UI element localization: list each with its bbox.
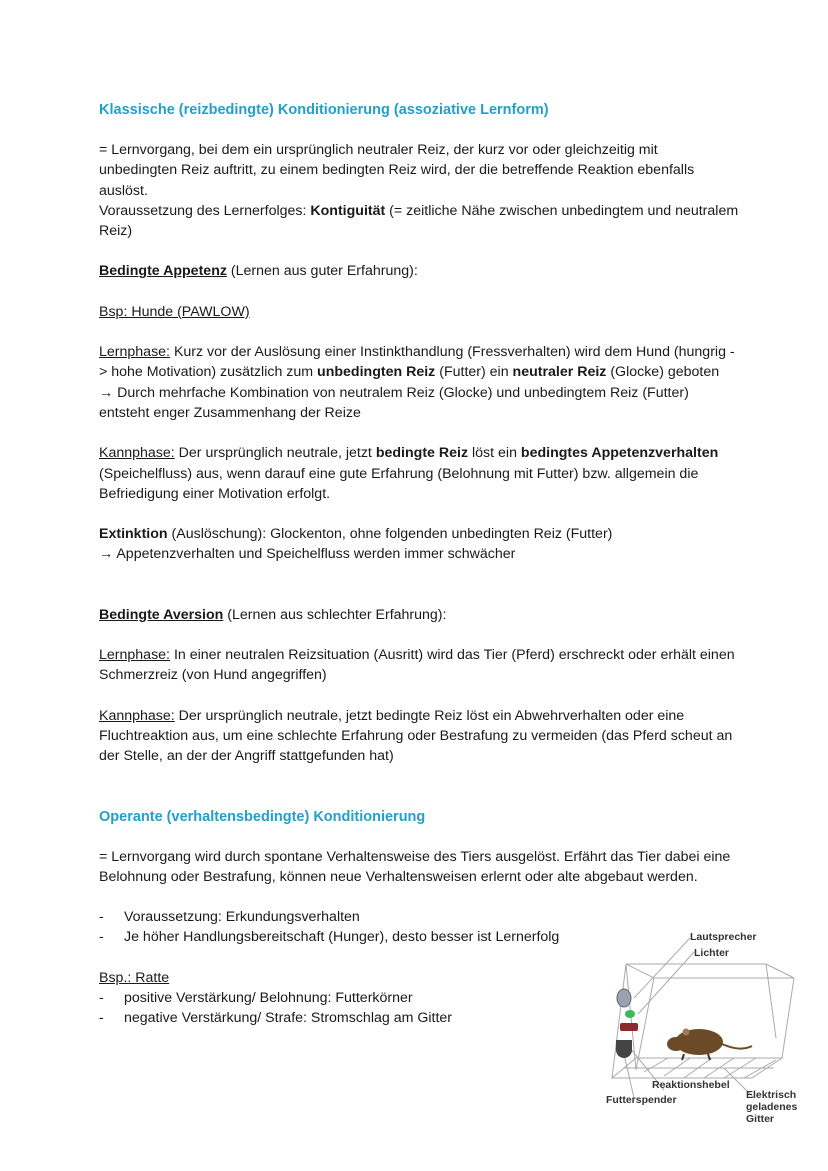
list-item: - positive Verstärkung/ Belohnung: Futterkörner [99,988,739,1008]
list-item: - negative Verstärkung/ Strafe: Stromschlag am Gitter [99,1008,739,1028]
label-gitter: Elektrisch geladenes Gitter [746,1089,798,1125]
heading-appetenz: Bedingte Appetenz (Lernen aus guter Erfahrung): [99,263,418,280]
extinction-arrow: → Appetenzverhalten und Speichelfluss werden immer schwächer [99,546,516,563]
definition-operant: = Lernvorgang wird durch spontane Verhaltensweise des Tiers ausgelöst. Erfährt das Tier dabei eine Belohnung oder Bestrafung, können neue Verhaltensweisen erlernt oder alte abgebaut werden. [99,848,731,885]
label-lichter: Lichter [694,947,730,959]
rat-icon [667,1029,752,1061]
learning-phase: Lernphase: Kurz vor der Auslösung einer Instinkthandlung (Fressverhalten) wird dem Hund (hungrig -> hohe Motivation) zusätzlich zum unbedingten Reiz (Futter) ein neutraler Reiz (Glocke) geboten [99,344,735,381]
label-reaktionshebel: Reaktionshebel [652,1079,730,1091]
heading-aversion: Bedingte Aversion (Lernen aus schlechter Erfahrung): [99,606,447,623]
list-item: - Voraussetzung: Erkundungsverhalten [99,907,739,927]
heading-classical-conditioning: Klassische (reizbedingte) Konditionierung (assoziative Lernform) [99,102,549,118]
prerequisite-line: Voraussetzung des Lernerfolges: Kontiguität (= zeitliche Nähe zwischen unbedingtem und neutralem Reiz) [99,202,739,240]
heading-operant-conditioning: Operante (verhaltensbedingte) Konditionierung [99,808,426,825]
skinner-box-figure [604,928,828,1128]
lever-icon [620,1023,638,1031]
aversion-performance-phase: Kannphase: Der ursprünglich neutrale, jetzt bedingte Reiz löst ein Abwehrverhalten oder eine Fluchtreaktion aus, um eine schlechte Erfahrung oder Bestrafung zu vermeiden (das Pferd scheut an der Stelle, an der der Angriff stattgefunden hat) [99,707,733,765]
performance-phase: Kannphase: Der ursprünglich neutrale, jetzt bedingte Reiz löst ein bedingtes Appetenzverhalten (Speichelfluss) aus, wenn darauf eine gute Erfahrung (Belohnung mit Futter) bzw. allgemein die Befriedigung einer Motivation erfolgt. [99,445,719,502]
example-rat: Bsp.: Ratte [99,969,170,986]
label-futterspender: Futterspender [606,1094,677,1106]
label-lautsprecher: Lautsprecher [690,931,757,943]
learning-phase-arrow: → Durch mehrfache Kombination von neutralem Reiz (Glocke) und unbedingtem Reiz (Futter) entsteht enger Zusammenhang der Reize [99,384,689,421]
light-icon [625,1010,635,1018]
definition-classical: = Lernvorgang, bei dem ein ursprünglich neutraler Reiz, der kurz vor oder gleichzeitig mit unbedingten Reiz auftritt, zu einem bedingten Reiz wird, der die betreffende Reaktion ebenfalls auslöst. [99,142,695,199]
speaker-icon [617,989,631,1007]
aversion-learning-phase: Lernphase: In einer neutralen Reizsituation (Ausritt) wird das Tier (Pferd) erschreckt oder erhält einen Schmerzreiz (von Hund angegriffen) [99,647,735,684]
example-dogs: Bsp: Hunde (PAWLOW) [99,303,250,320]
extinction-line: Extinktion (Auslöschung): Glockenton, ohne folgenden unbedingten Reiz (Futter) [99,526,613,543]
list-item: - Je höher Handlungsbereitschaft (Hunger), desto besser ist Lernerfolg [99,927,739,947]
food-dispenser-icon [616,1040,632,1058]
document-page [99,100,739,1029]
